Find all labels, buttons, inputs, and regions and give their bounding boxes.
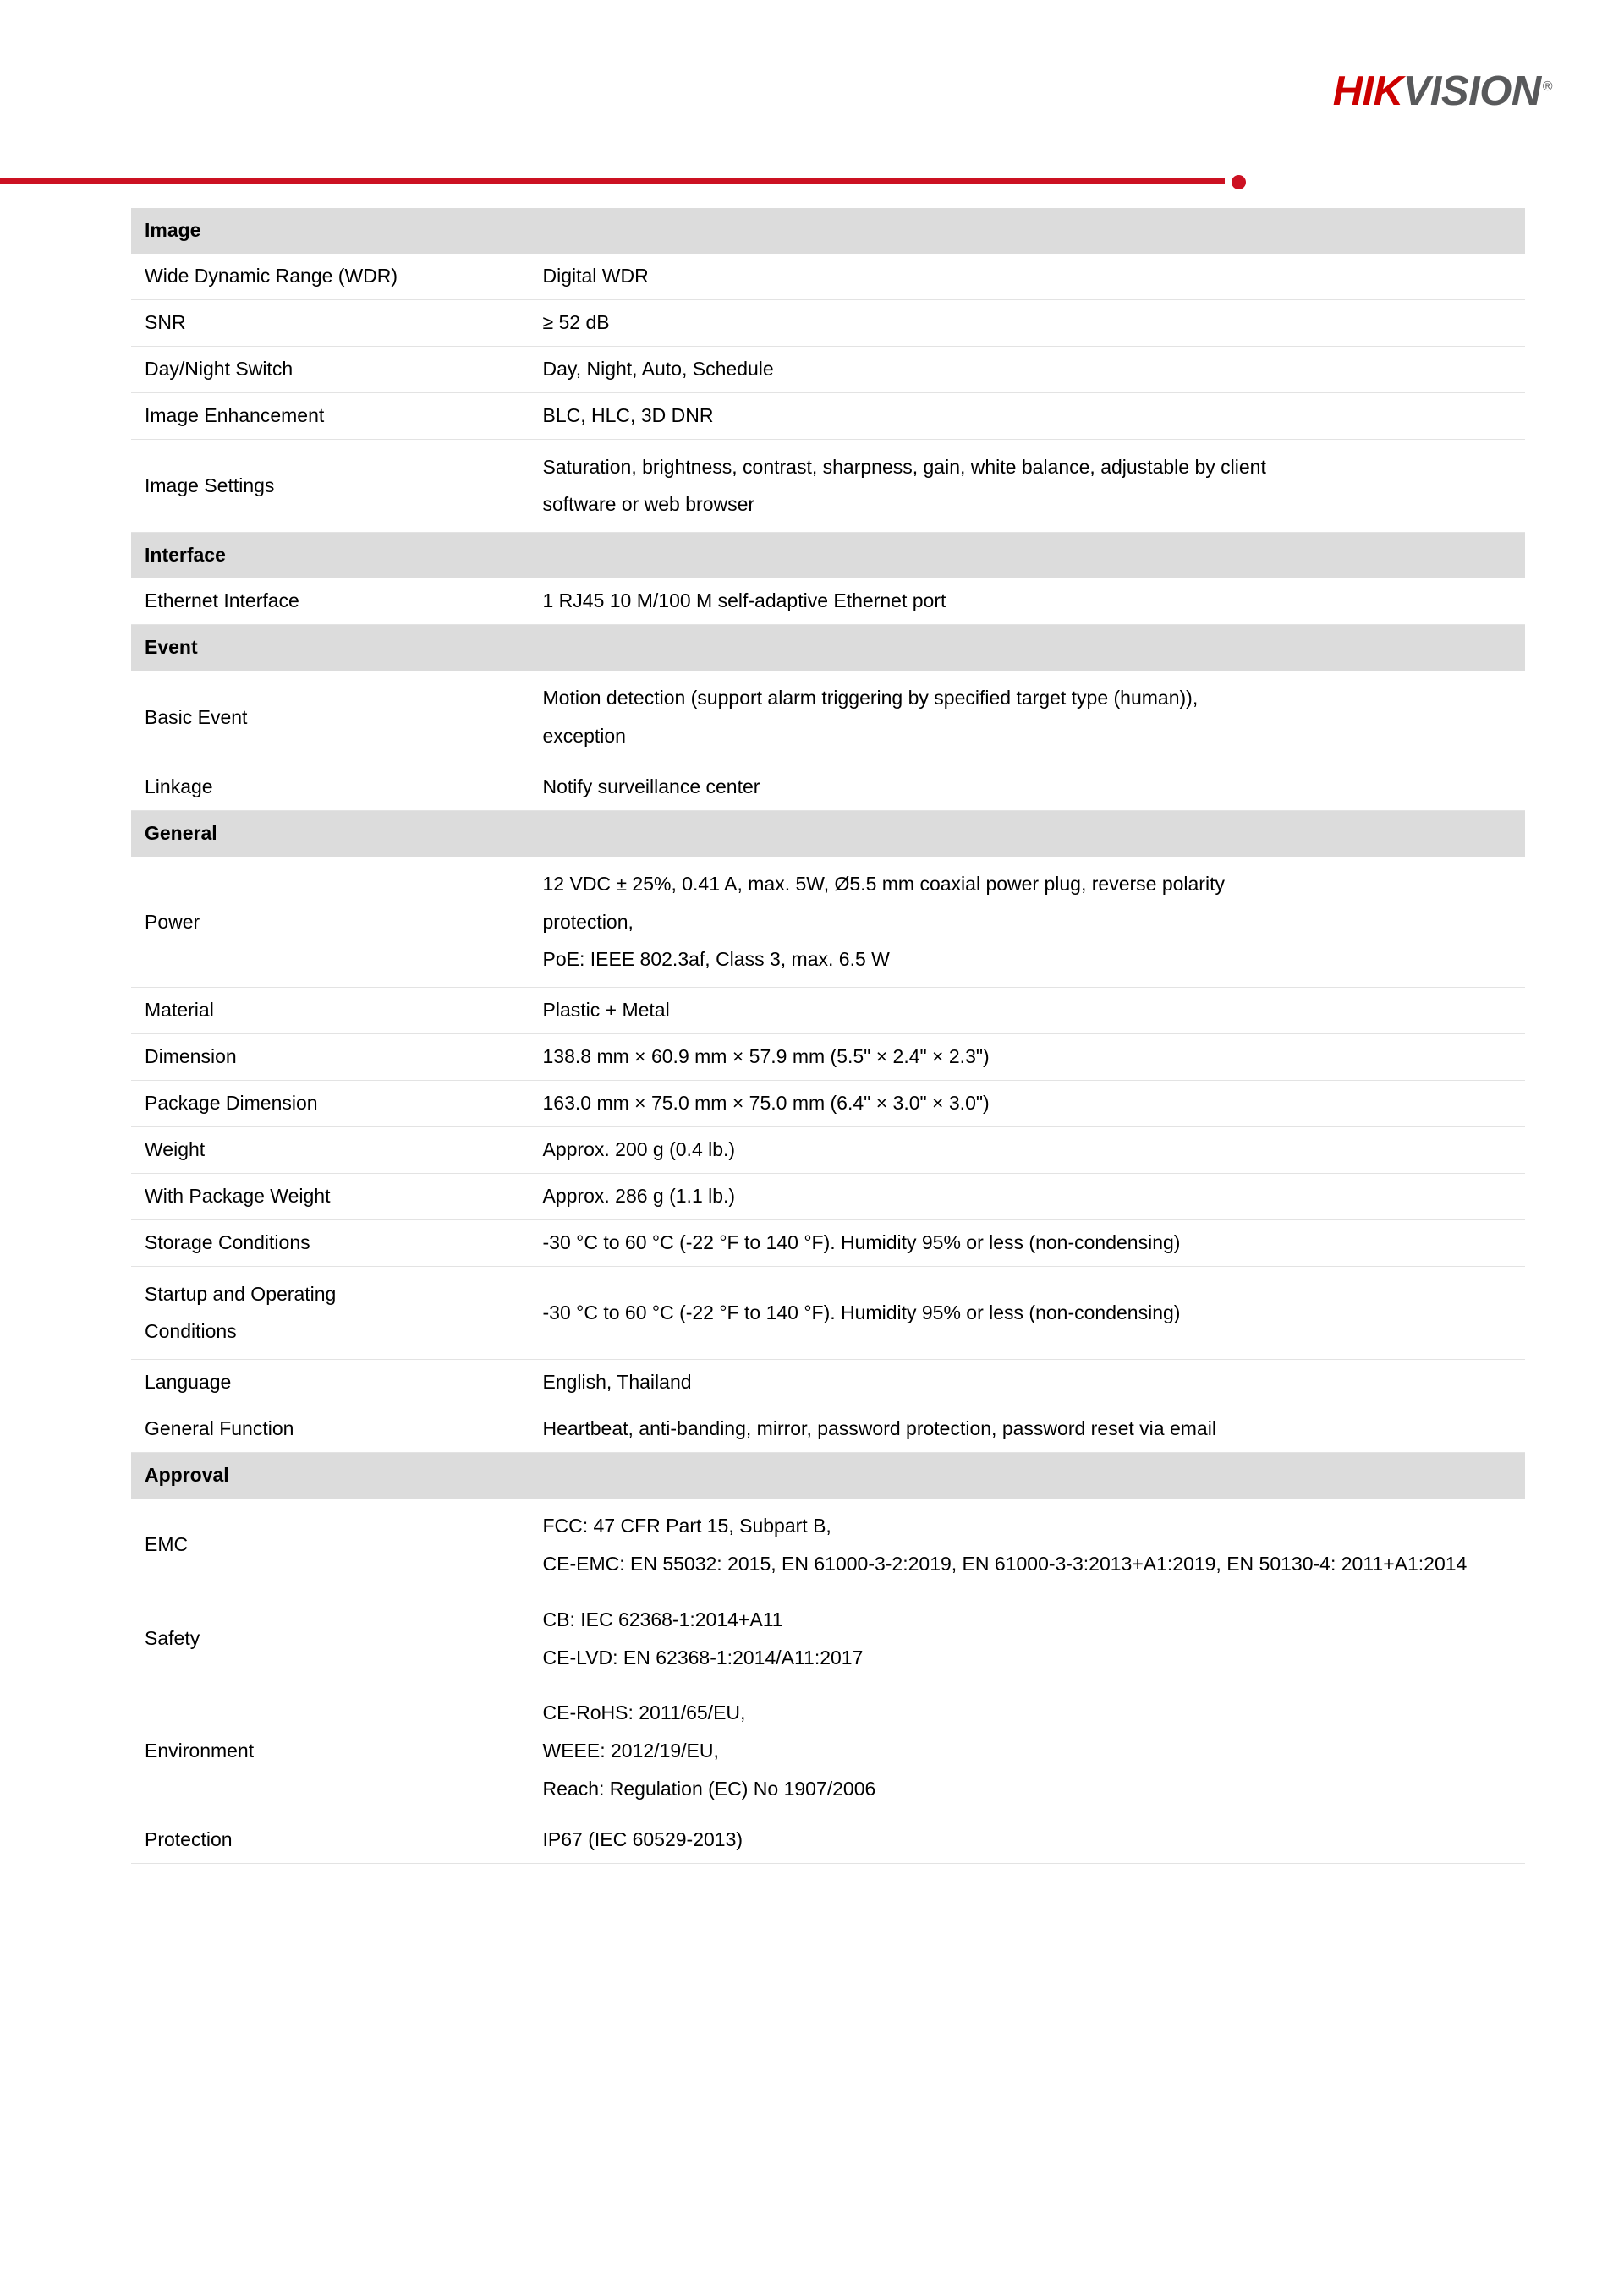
spec-label-line: SNR xyxy=(145,310,186,333)
spec-value-cell xyxy=(529,1266,1525,1360)
spec-value-line: 138.8 mm × 60.9 mm × 57.9 mm (5.5" × 2.4" × 2.3") xyxy=(542,1045,990,1068)
table-row xyxy=(131,1034,1525,1081)
spec-value-line: Notify surveillance center xyxy=(542,775,760,797)
spec-label-line: Basic Event xyxy=(145,705,248,728)
spec-value-cell xyxy=(529,346,1525,392)
table-row xyxy=(131,1126,1525,1173)
spec-label-line: Conditions xyxy=(145,1320,237,1343)
spec-value-line: exception xyxy=(542,724,626,747)
spec-value-line: English, Thailand xyxy=(542,1371,692,1394)
spec-label-cell xyxy=(131,299,529,346)
spec-value-line: Motion detection (support alarm triggering by specified target type (human)), xyxy=(542,687,1199,710)
spec-label-cell xyxy=(131,1592,529,1685)
spec-value-line: ≥ 52 dB xyxy=(542,310,610,333)
spec-value-line: Plastic + Metal xyxy=(542,999,670,1022)
table-row xyxy=(131,764,1525,810)
section-title: Approval xyxy=(131,1453,1525,1499)
spec-value-line: IP67 (IEC 60529-2013) xyxy=(542,1827,743,1850)
spec-label-cell xyxy=(131,1685,529,1817)
spec-value-line: Saturation, brightness, contrast, sharpness, gain, white balance, adjustable by client xyxy=(542,455,1266,478)
spec-value-cell xyxy=(529,254,1525,300)
spec-value-line: Digital WDR xyxy=(542,265,649,287)
spec-label-cell xyxy=(131,1081,529,1127)
spec-value-cell xyxy=(529,856,1525,988)
spec-value-cell xyxy=(529,299,1525,346)
spec-value-cell xyxy=(529,1081,1525,1127)
spec-value-cell xyxy=(529,1499,1525,1592)
spec-value-cell xyxy=(529,1685,1525,1817)
spec-value-line: CE-RoHS: 2011/65/EU, xyxy=(542,1701,746,1724)
spec-label-line: With Package Weight xyxy=(145,1184,331,1207)
spec-label-cell xyxy=(131,346,529,392)
spec-label-cell xyxy=(131,671,529,764)
table-row xyxy=(131,346,1525,392)
spec-value-cell xyxy=(529,1360,1525,1406)
spec-label-line: Package Dimension xyxy=(145,1092,318,1115)
section-title: Interface xyxy=(131,533,1525,578)
spec-label-line: Startup and Operating xyxy=(145,1282,337,1305)
specification-table xyxy=(131,208,1525,1864)
logo-text-hik: HIK xyxy=(1332,68,1403,114)
section-header-row xyxy=(131,625,1525,671)
spec-label-line: Image Enhancement xyxy=(145,403,325,426)
table-row xyxy=(131,1817,1525,1863)
spec-value-cell xyxy=(529,1406,1525,1453)
spec-value-line: CE-LVD: EN 62368-1:2014/A11:2017 xyxy=(542,1646,864,1669)
spec-value-line: 1 RJ45 10 M/100 M self-adaptive Ethernet port xyxy=(542,589,946,612)
spec-label-line: Environment xyxy=(145,1740,255,1762)
spec-value-cell xyxy=(529,1034,1525,1081)
spec-label-line: Linkage xyxy=(145,775,213,797)
spec-value-cell xyxy=(529,439,1525,533)
section-header-row xyxy=(131,533,1525,578)
spec-value-cell xyxy=(529,392,1525,439)
spec-value-line: protection, xyxy=(542,910,634,933)
spec-label-cell xyxy=(131,1126,529,1173)
spec-value-cell xyxy=(529,988,1525,1034)
table-row xyxy=(131,988,1525,1034)
spec-value-line: WEEE: 2012/19/EU, xyxy=(542,1740,719,1762)
table-row xyxy=(131,1266,1525,1360)
table-row xyxy=(131,299,1525,346)
table-row xyxy=(131,578,1525,625)
table-row xyxy=(131,392,1525,439)
header-rule-dot-icon xyxy=(1232,175,1246,189)
spec-value-line: software or web browser xyxy=(542,493,755,516)
spec-label-line: Storage Conditions xyxy=(145,1230,310,1253)
table-row xyxy=(131,1173,1525,1219)
spec-value-line: CE-EMC: EN 55032: 2015, EN 61000-3-2:2019, EN 61000-3-3:2013+A1:2019, EN 50130-4: 2011+A1:2014 xyxy=(542,1552,1468,1575)
table-row xyxy=(131,1081,1525,1127)
spec-label-cell xyxy=(131,254,529,300)
spec-label-cell xyxy=(131,1219,529,1266)
spec-label-line: Material xyxy=(145,999,214,1022)
section-header-row xyxy=(131,810,1525,856)
spec-value-line: PoE: IEEE 802.3af, Class 3, max. 6.5 W xyxy=(542,948,890,971)
specification-table-container xyxy=(131,208,1525,1864)
spec-value-cell xyxy=(529,578,1525,625)
registered-trademark-icon: ® xyxy=(1542,79,1552,94)
spec-value-line: 163.0 mm × 75.0 mm × 75.0 mm (6.4" × 3.0" × 3.0") xyxy=(542,1092,990,1115)
table-row xyxy=(131,1219,1525,1266)
spec-value-line: Approx. 200 g (0.4 lb.) xyxy=(542,1137,736,1160)
spec-value-cell xyxy=(529,1126,1525,1173)
spec-value-cell xyxy=(529,764,1525,810)
spec-label-cell xyxy=(131,578,529,625)
spec-label-cell xyxy=(131,856,529,988)
spec-label-cell xyxy=(131,1034,529,1081)
spec-value-line: CB: IEC 62368-1:2014+A11 xyxy=(542,1608,783,1630)
hikvision-logo xyxy=(1332,68,1552,114)
table-row xyxy=(131,254,1525,300)
table-row xyxy=(131,671,1525,764)
section-title: Event xyxy=(131,625,1525,671)
spec-label-cell xyxy=(131,392,529,439)
spec-value-line: Day, Night, Auto, Schedule xyxy=(542,357,774,380)
table-row xyxy=(131,1360,1525,1406)
spec-label-line: Image Settings xyxy=(145,474,275,496)
section-header-row xyxy=(131,1453,1525,1499)
spec-value-line: -30 °C to 60 °C (-22 °F to 140 °F). Humidity 95% or less (non-condensing) xyxy=(542,1301,1181,1324)
header-divider xyxy=(0,173,1624,192)
spec-label-line: Protection xyxy=(145,1827,233,1850)
spec-label-line: Day/Night Switch xyxy=(145,357,294,380)
spec-value-cell xyxy=(529,671,1525,764)
spec-label-line: Safety xyxy=(145,1627,200,1650)
table-row xyxy=(131,1592,1525,1685)
spec-label-line: General Function xyxy=(145,1417,294,1440)
table-row xyxy=(131,856,1525,988)
spec-value-cell xyxy=(529,1817,1525,1863)
spec-label-cell xyxy=(131,1406,529,1453)
spec-label-cell xyxy=(131,1360,529,1406)
section-title: General xyxy=(131,810,1525,856)
section-header-row xyxy=(131,208,1525,254)
spec-label-line: Ethernet Interface xyxy=(145,589,299,612)
header-rule-line xyxy=(0,178,1225,184)
spec-value-line: Approx. 286 g (1.1 lb.) xyxy=(542,1184,736,1207)
spec-label-cell xyxy=(131,439,529,533)
table-row xyxy=(131,1406,1525,1453)
table-row xyxy=(131,1685,1525,1817)
section-title: Image xyxy=(131,208,1525,254)
spec-label-line: Wide Dynamic Range (WDR) xyxy=(145,265,398,287)
spec-value-line: 12 VDC ± 25%, 0.41 A, max. 5W, Ø5.5 mm coaxial power plug, reverse polarity xyxy=(542,872,1225,895)
spec-label-line: Language xyxy=(145,1371,232,1394)
spec-label-line: EMC xyxy=(145,1533,189,1556)
spec-value-cell xyxy=(529,1173,1525,1219)
spec-value-line: -30 °C to 60 °C (-22 °F to 140 °F). Humidity 95% or less (non-condensing) xyxy=(542,1230,1181,1253)
table-row xyxy=(131,1499,1525,1592)
spec-label-cell xyxy=(131,1173,529,1219)
spec-value-line: BLC, HLC, 3D DNR xyxy=(542,403,714,426)
spec-label-line: Weight xyxy=(145,1137,206,1160)
table-row xyxy=(131,439,1525,533)
spec-label-cell xyxy=(131,764,529,810)
spec-value-line: Heartbeat, anti-banding, mirror, password protection, password reset via email xyxy=(542,1417,1216,1440)
spec-label-cell xyxy=(131,1499,529,1592)
spec-value-cell xyxy=(529,1219,1525,1266)
spec-label-cell xyxy=(131,988,529,1034)
logo-text-vision: VISION xyxy=(1402,68,1541,114)
page-header xyxy=(0,0,1624,178)
spec-label-line: Power xyxy=(145,910,200,933)
spec-label-cell xyxy=(131,1817,529,1863)
spec-label-cell xyxy=(131,1266,529,1360)
spec-label-line: Dimension xyxy=(145,1045,237,1068)
spec-value-line: FCC: 47 CFR Part 15, Subpart B, xyxy=(542,1515,831,1537)
spec-value-line: Reach: Regulation (EC) No 1907/2006 xyxy=(542,1778,876,1800)
spec-value-cell xyxy=(529,1592,1525,1685)
